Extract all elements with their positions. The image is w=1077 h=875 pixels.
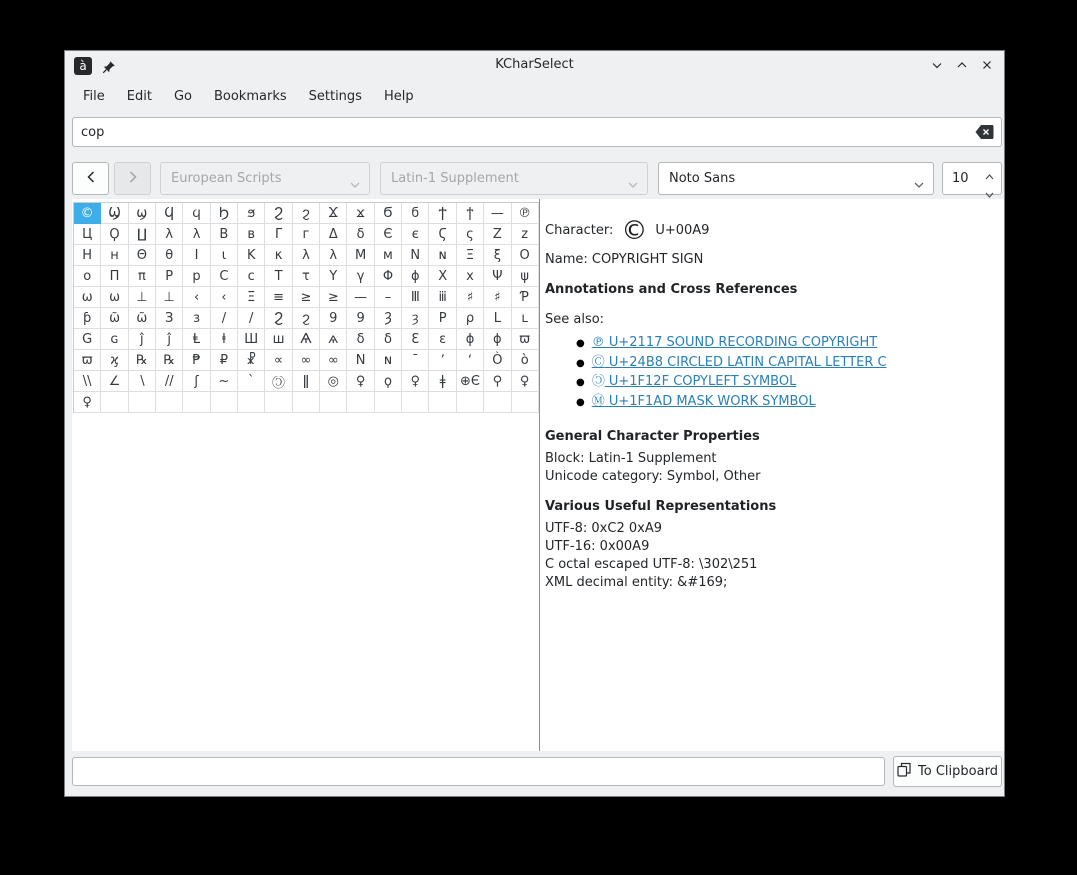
menu-item-file[interactable]: File <box>83 88 105 104</box>
char-cell[interactable]: ₽ <box>211 350 238 371</box>
property-line: Unicode category: Symbol, Other <box>545 469 761 484</box>
char-cell[interactable]: ɛ <box>429 329 456 350</box>
char-cell[interactable]: ⊥ <box>129 287 156 308</box>
char-cell[interactable]: ĵ <box>129 329 156 350</box>
char-cell[interactable]: Ρ <box>156 266 183 287</box>
char-cell[interactable]: ɢ <box>101 329 128 350</box>
character-detail-pane <box>539 199 1004 751</box>
char-cell[interactable]: 9 <box>320 308 347 329</box>
representation-lines <box>545 520 996 592</box>
char-cell[interactable]: ϭ <box>402 203 429 224</box>
char-cell[interactable]: δ <box>347 224 374 245</box>
char-cell[interactable]: ϖ <box>512 329 539 350</box>
char-cell[interactable]: ∞ <box>293 350 320 371</box>
char-cell[interactable]: ≥ <box>293 287 320 308</box>
char-cell[interactable]: Ⅲ <box>402 287 429 308</box>
char-cell[interactable]: Β <box>211 224 238 245</box>
char-cell[interactable]: ≡ <box>265 287 292 308</box>
to-clipboard-label: To Clipboard <box>918 764 998 779</box>
char-cell <box>429 392 456 413</box>
char-cell[interactable]: є <box>402 224 429 245</box>
char-cell[interactable]: λ <box>293 245 320 266</box>
back-icon <box>86 169 96 188</box>
char-cell[interactable]: Φ <box>375 266 402 287</box>
char-cell[interactable]: ∞ <box>320 350 347 371</box>
font-select[interactable] <box>658 162 934 195</box>
char-cell[interactable]: Ⱡ <box>183 329 210 350</box>
char-cell[interactable]: Ϥ <box>156 203 183 224</box>
char-cell[interactable]: Ϩ <box>265 203 292 224</box>
char-cell[interactable]: Є <box>375 224 402 245</box>
char-cell[interactable]: г <box>293 224 320 245</box>
titlebar <box>65 51 1004 82</box>
char-cell[interactable]: Ζ <box>484 224 511 245</box>
char-cell[interactable]: Ξ <box>457 245 484 266</box>
char-cell <box>129 392 156 413</box>
char-cell[interactable]: Ц <box>74 224 101 245</box>
char-cell <box>512 392 539 413</box>
char-cell[interactable]: δ <box>375 329 402 350</box>
char-cell[interactable]: Μ <box>347 245 374 266</box>
char-cell[interactable]: ϩ <box>293 203 320 224</box>
char-cell[interactable]: G <box>74 329 101 350</box>
char-cell[interactable]: Ι <box>183 245 210 266</box>
app-icon: à <box>74 57 92 75</box>
char-cell[interactable]: м <box>375 245 402 266</box>
copy-icon <box>897 762 911 781</box>
representation-line: C octal escaped UTF-8: \302\251 <box>545 557 758 572</box>
char-cell[interactable]: Ν <box>402 245 429 266</box>
char-cell[interactable]: Ρ <box>429 308 456 329</box>
char-cell[interactable]: ⊕Є <box>457 371 484 392</box>
char-cell[interactable]: ɴ <box>375 350 402 371</box>
char-cell[interactable]: θ <box>156 245 183 266</box>
char-cell[interactable]: ⱡ <box>211 329 238 350</box>
char-cell[interactable]: ϕ <box>402 266 429 287</box>
search-input[interactable] <box>72 117 1002 147</box>
representation-line: UTF-8: 0xC2 0xA9 <box>545 521 662 536</box>
minimize-icon[interactable] <box>931 59 943 71</box>
character-label: Character: <box>545 223 614 238</box>
representation-line: XML decimal entity: &#169; <box>545 575 728 590</box>
char-cell[interactable]: ϧ <box>238 203 265 224</box>
char-cell[interactable]: Π <box>101 266 128 287</box>
char-cell[interactable]: ∖ <box>129 371 156 392</box>
char-cell[interactable]: Τ <box>265 266 292 287</box>
bullet-icon: ● <box>576 377 585 388</box>
char-cell[interactable]: ⚲ <box>484 371 511 392</box>
char-cell[interactable]: ~ <box>211 371 238 392</box>
char-cell <box>457 392 484 413</box>
kcharselect-window <box>64 50 1005 797</box>
char-cell[interactable]: — <box>484 203 511 224</box>
see-also-link[interactable]: Ⓜ U+1F1AD MASK WORK SYMBOL <box>591 393 816 409</box>
category-value: European Scripts <box>171 171 282 186</box>
char-cell[interactable]: / <box>211 308 238 329</box>
chevron-down-icon <box>350 177 360 192</box>
char-cell[interactable]: Ϙ <box>101 224 128 245</box>
char-cell[interactable]: ѧ <box>320 329 347 350</box>
char-cell[interactable]: ĵ <box>156 329 183 350</box>
forward-icon <box>128 169 138 188</box>
back-button[interactable] <box>72 162 109 195</box>
char-cell[interactable]: Δ <box>320 224 347 245</box>
char-cell[interactable]: Ϛ <box>429 224 456 245</box>
char-cell[interactable]: ≥ <box>320 287 347 308</box>
char-cell[interactable]: ο <box>74 266 101 287</box>
char-cell[interactable]: ϩ <box>293 308 320 329</box>
char-cell[interactable]: ∠ <box>101 371 128 392</box>
char-cell[interactable]: ǂ <box>429 371 456 392</box>
char-cell[interactable]: ∝ <box>265 350 292 371</box>
char-cell[interactable]: ω <box>74 287 101 308</box>
char-cell[interactable]: ϙ <box>375 371 402 392</box>
see-also-item <box>576 354 996 374</box>
char-cell[interactable]: p <box>183 266 210 287</box>
char-cell[interactable]: Θ <box>129 245 156 266</box>
char-cell[interactable]: Ξ <box>238 287 265 308</box>
menu-item-edit[interactable]: Edit <box>126 88 152 104</box>
char-cell <box>484 392 511 413</box>
char-cell[interactable]: Ϩ <box>265 308 292 329</box>
to-clipboard-button[interactable] <box>893 756 1002 787</box>
char-cell <box>156 392 183 413</box>
char-cell[interactable]: © <box>74 203 101 224</box>
codepoint: U+00A9 <box>655 223 710 238</box>
representations-heading: Various Useful Representations <box>545 499 777 514</box>
char-cell[interactable]: C <box>211 266 238 287</box>
char-cell[interactable]: Ш <box>238 329 265 350</box>
char-cell[interactable]: ƥ <box>74 308 101 329</box>
property-line: Block: Latin-1 Supplement <box>545 451 717 466</box>
char-cell[interactable]: ♯ <box>484 287 511 308</box>
char-cell <box>265 392 292 413</box>
char-cell[interactable]: ϣ <box>129 203 156 224</box>
selected-character-glyph: © <box>621 216 648 246</box>
char-cell[interactable]: ψ <box>512 266 539 287</box>
char-cell[interactable]: Χ <box>429 266 456 287</box>
block-value: Latin-1 Supplement <box>391 171 519 186</box>
char-cell[interactable]: ◎ <box>320 371 347 392</box>
char-cell[interactable]: ₱ <box>183 350 210 371</box>
char-cell[interactable]: ʼ <box>429 350 456 371</box>
char-cell[interactable]: τ <box>293 266 320 287</box>
char-cell[interactable]: c <box>238 266 265 287</box>
char-cell[interactable]: Ϯ <box>429 203 456 224</box>
char-cell[interactable]: ℞ <box>156 350 183 371</box>
see-also-link[interactable]: Ⓒ U+24B8 CIRCLED LATIN CAPITAL LETTER C <box>591 354 887 370</box>
char-cell[interactable]: ⊥ <box>156 287 183 308</box>
char-cell[interactable]: Κ <box>238 245 265 266</box>
char-cell[interactable]: λ <box>183 224 210 245</box>
char-cell <box>183 392 210 413</box>
char-cell[interactable]: Ϣ <box>101 203 128 224</box>
char-cell[interactable]: \\ <box>74 371 101 392</box>
char-cell[interactable]: ⅲ <box>429 287 456 308</box>
char-cell <box>211 392 238 413</box>
char-cell[interactable]: Ϭ <box>375 203 402 224</box>
chevron-down-icon <box>914 177 924 192</box>
menu-item-settings[interactable]: Settings <box>308 88 362 104</box>
char-cell[interactable]: ϖ <box>74 350 101 371</box>
see-also-label: See also: <box>545 312 605 327</box>
char-cell[interactable]: L <box>484 308 511 329</box>
char-cell[interactable]: λ <box>156 224 183 245</box>
menu-item-bookmarks[interactable]: Bookmarks <box>213 88 287 104</box>
menubar <box>65 82 1004 111</box>
char-cell <box>402 392 429 413</box>
representation-line: UTF-16: 0x00A9 <box>545 539 650 554</box>
char-cell[interactable]: ῶ <box>101 308 128 329</box>
char-cell[interactable]: ι <box>211 245 238 266</box>
char-cell[interactable]: ò <box>512 350 539 371</box>
see-also-item <box>576 334 996 354</box>
character-grid-pane <box>72 199 539 751</box>
spin-up-icon[interactable] <box>985 169 994 184</box>
close-icon[interactable] <box>981 59 993 71</box>
char-cell[interactable]: з <box>183 308 210 329</box>
char-cell[interactable]: ♀ <box>512 371 539 392</box>
see-also-link[interactable]: Ⓒ U+1F12F COPYLEFT SYMBOL <box>591 374 797 389</box>
char-cell <box>375 392 402 413</box>
char-cell[interactable]: н <box>101 245 128 266</box>
char-cell[interactable]: ☧ <box>238 350 265 371</box>
char-cell[interactable]: ♀ <box>74 392 101 413</box>
annotations-heading: Annotations and Cross References <box>545 282 798 297</box>
font-size-value: 10 <box>952 171 969 186</box>
maximize-icon[interactable] <box>956 59 968 71</box>
see-also-item <box>576 393 996 413</box>
window-title: KCharSelect <box>495 57 574 72</box>
char-cell[interactable]: ♀ <box>402 371 429 392</box>
char-cell[interactable]: ϯ <box>457 203 484 224</box>
char-cell[interactable]: λ <box>320 245 347 266</box>
char-cell[interactable]: Ȝ <box>375 308 402 329</box>
char-cell[interactable]: π <box>129 266 156 287</box>
see-also-item <box>576 373 996 393</box>
forward-button[interactable] <box>114 162 151 195</box>
char-cell[interactable]: Ѧ <box>293 329 320 350</box>
char-cell[interactable]: Υ <box>320 266 347 287</box>
char-cell[interactable]: ρ <box>457 308 484 329</box>
char-cell[interactable]: в <box>238 224 265 245</box>
char-cell[interactable]: ˉ <box>402 350 429 371</box>
char-grid <box>73 202 539 413</box>
char-cell[interactable]: 9 <box>347 308 374 329</box>
char-cell <box>293 392 320 413</box>
char-cell[interactable]: ϥ <box>183 203 210 224</box>
char-cell[interactable]: Ϫ <box>320 203 347 224</box>
char-cell[interactable]: Η <box>74 245 101 266</box>
char-cell[interactable]: ǁ <box>293 371 320 392</box>
char-cell[interactable]: z <box>512 224 539 245</box>
char-cell[interactable]: — <box>347 287 374 308</box>
char-cell[interactable]: x <box>457 266 484 287</box>
char-cell <box>347 392 374 413</box>
char-cell[interactable]: ш <box>265 329 292 350</box>
menu-item-help[interactable]: Help <box>383 88 414 104</box>
char-cell[interactable]: ς <box>457 224 484 245</box>
char-cell <box>238 392 265 413</box>
see-also-list <box>576 334 996 412</box>
char-cell[interactable]: Ò <box>484 350 511 371</box>
char-cell[interactable]: δ <box>347 329 374 350</box>
menu-item-go[interactable]: Go <box>173 88 192 104</box>
char-cell[interactable]: Ν <box>347 350 374 371</box>
char-cell[interactable]: ʃ <box>183 371 210 392</box>
char-cell[interactable]: ʻ <box>457 350 484 371</box>
clear-search-icon[interactable] <box>975 124 994 144</box>
char-cell[interactable]: ω <box>101 287 128 308</box>
char-cell[interactable]: Ɛ <box>402 329 429 350</box>
char-cell[interactable]: Ⓒ <box>265 371 292 392</box>
bullet-icon: ● <box>576 357 585 369</box>
font-value: Noto Sans <box>669 171 736 186</box>
char-cell[interactable]: ♯ <box>457 287 484 308</box>
char-cell[interactable]: ɴ <box>429 245 456 266</box>
char-cell[interactable]: // <box>156 371 183 392</box>
properties-heading: General Character Properties <box>545 429 760 444</box>
char-cell[interactable]: ʟ <box>512 308 539 329</box>
category-select[interactable] <box>160 162 370 195</box>
char-cell[interactable]: ξ <box>484 245 511 266</box>
char-cell[interactable]: ϕ <box>457 329 484 350</box>
char-cell[interactable]: / <box>238 308 265 329</box>
bullet-icon: ● <box>576 396 585 408</box>
character-name: Name: COPYRIGHT SIGN <box>545 252 704 267</box>
char-cell[interactable]: ∐ <box>129 224 156 245</box>
char-cell[interactable]: ℗ <box>512 203 539 224</box>
char-cell[interactable]: ℞ <box>129 350 156 371</box>
char-cell[interactable]: ȝ <box>402 308 429 329</box>
see-also-link[interactable]: ℗ U+2117 SOUND RECORDING COPYRIGHT <box>591 335 878 350</box>
result-text-field[interactable] <box>72 757 885 786</box>
char-cell <box>101 392 128 413</box>
property-lines <box>545 450 996 486</box>
char-cell[interactable]: ♀ <box>347 371 374 392</box>
char-cell[interactable]: κ <box>265 245 292 266</box>
char-cell[interactable]: γ <box>347 266 374 287</box>
char-cell[interactable]: ` <box>238 371 265 392</box>
char-cell <box>320 392 347 413</box>
char-cell[interactable]: Ƥ <box>512 287 539 308</box>
char-cell[interactable]: ϕ <box>484 329 511 350</box>
char-cell[interactable]: Ϧ <box>211 203 238 224</box>
chevron-down-icon <box>628 177 638 192</box>
char-cell[interactable]: Γ <box>265 224 292 245</box>
char-cell[interactable]: Ο <box>512 245 539 266</box>
char-cell[interactable]: З <box>156 308 183 329</box>
block-select[interactable] <box>380 162 648 195</box>
bullet-icon: ● <box>576 338 585 349</box>
char-cell[interactable]: ϗ <box>101 350 128 371</box>
char-cell[interactable]: ‹ <box>183 287 210 308</box>
font-size-stepper[interactable] <box>942 162 1002 195</box>
char-cell[interactable]: ῶ <box>129 308 156 329</box>
char-cell[interactable]: – <box>375 287 402 308</box>
char-cell[interactable]: ϫ <box>347 203 374 224</box>
char-cell[interactable]: ‹ <box>211 287 238 308</box>
char-cell[interactable]: Ψ <box>484 266 511 287</box>
